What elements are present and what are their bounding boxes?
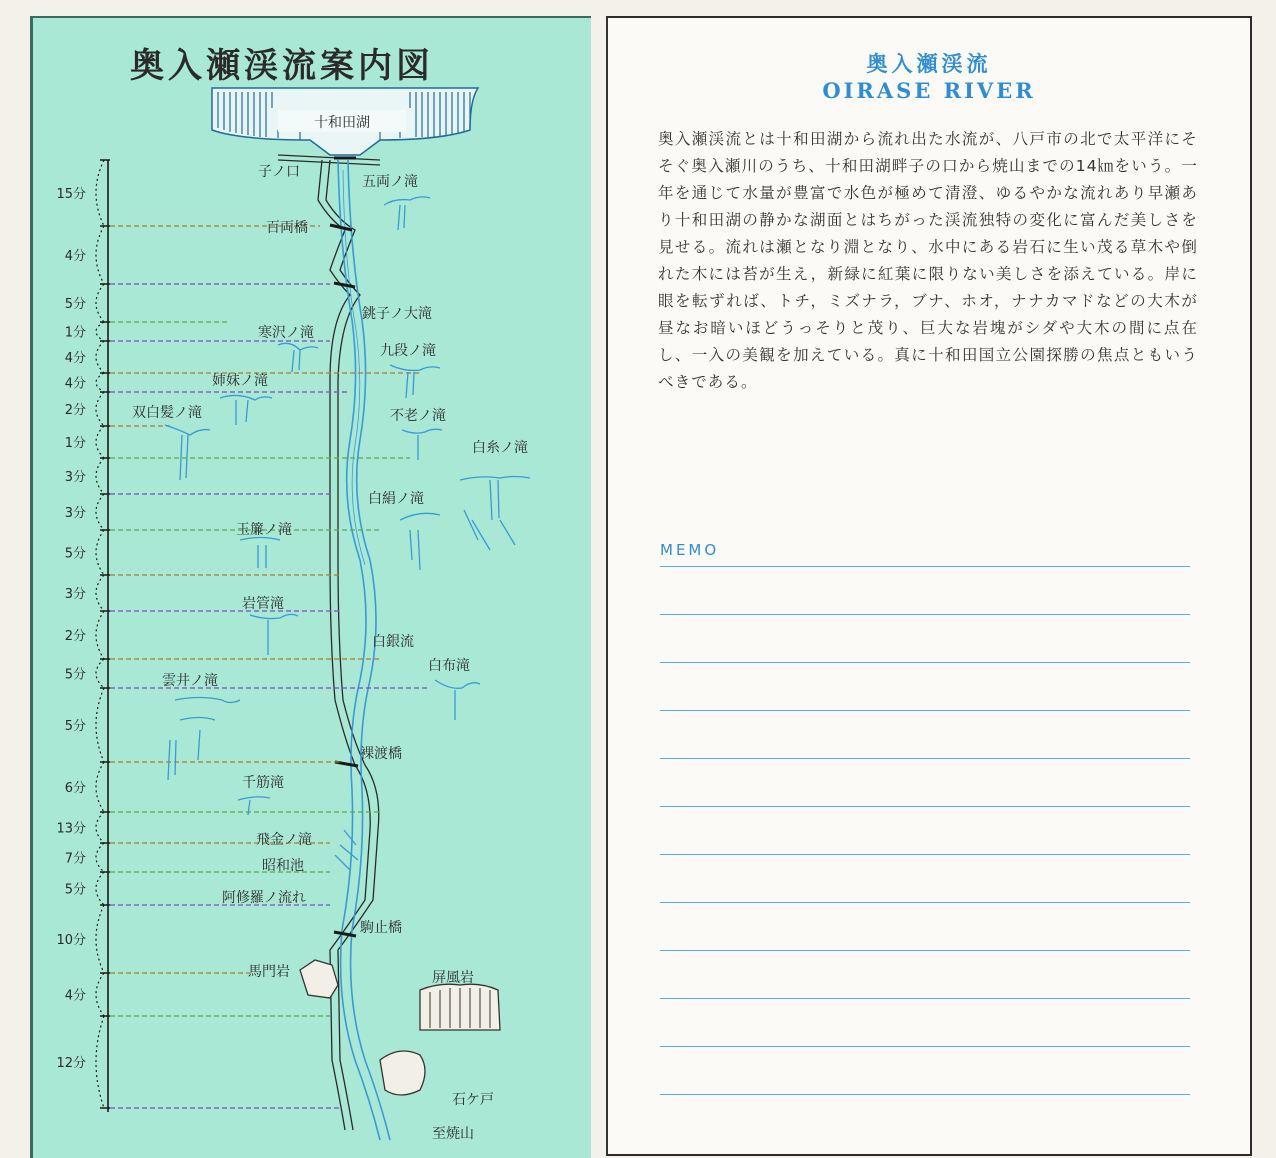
time-arc: [96, 284, 104, 322]
place-label: 昭和池: [262, 858, 304, 874]
lake-label: 十和田湖: [314, 115, 370, 131]
time-label: 6分: [64, 781, 86, 796]
memo-line: [660, 662, 1190, 663]
memo-line: [660, 806, 1190, 807]
time-label: 7分: [64, 851, 86, 867]
time-label: 5分: [64, 667, 86, 683]
info-title-jp: 奥入瀬渓流: [866, 52, 992, 76]
time-arc: [96, 611, 104, 659]
place-label: 白布滝: [428, 658, 470, 674]
time-label: 15分: [56, 187, 86, 202]
time-label: 4分: [64, 351, 86, 366]
time-scale-labels: [56, 160, 104, 1108]
place-label: 裸渡橋: [360, 746, 402, 762]
place-label: 屏風岩: [432, 970, 474, 986]
place-label: 阿修羅ノ流れ: [222, 890, 306, 906]
time-arc: [96, 373, 104, 392]
time-arc: [96, 494, 104, 530]
place-label: 銚子ノ大滝: [362, 306, 432, 322]
lake-towada: [212, 88, 478, 155]
time-arc: [96, 659, 104, 688]
memo-line: [660, 998, 1190, 999]
memo-line: [660, 566, 1190, 567]
time-arc: [96, 322, 104, 341]
place-label: 白糸ノ滝: [472, 440, 528, 456]
time-label: 5分: [64, 882, 86, 898]
time-label: 4分: [64, 376, 86, 392]
place-label: 姉妹ノ滝: [212, 373, 268, 389]
time-label: 13分: [56, 821, 86, 837]
place-label: 寒沢ノ滝: [258, 325, 314, 341]
time-arc: [96, 341, 104, 373]
time-arc: [96, 872, 104, 905]
memo-line: [660, 758, 1190, 759]
time-label: 5分: [64, 546, 86, 562]
map-title: 奥入瀬渓流案内図: [130, 46, 434, 86]
time-arc: [96, 575, 104, 611]
place-label: 百両橋: [266, 220, 308, 236]
time-arc: [96, 843, 104, 872]
place-label: 馬門岩: [248, 964, 290, 980]
time-arc: [96, 392, 104, 426]
time-arc: [96, 458, 104, 494]
place-label: 千筋滝: [242, 775, 284, 791]
time-label: 3分: [64, 587, 86, 602]
time-label: 5分: [64, 719, 86, 734]
time-arc: [96, 905, 104, 973]
place-label: 不老ノ滝: [390, 408, 446, 424]
time-label: 2分: [64, 403, 86, 418]
memo-line: [660, 614, 1190, 615]
place-label: 子ノ口: [258, 164, 300, 180]
memo-line: [660, 902, 1190, 903]
time-label: 5分: [64, 297, 86, 312]
time-arc: [96, 973, 104, 1016]
place-label: 石ケ戸: [452, 1092, 494, 1108]
memo-line: [660, 710, 1190, 711]
time-arc: [96, 426, 104, 458]
place-label: 五両ノ滝: [362, 174, 418, 190]
place-label: 飛金ノ滝: [256, 832, 312, 848]
time-label: 3分: [64, 470, 86, 485]
time-arc: [96, 1016, 104, 1108]
memo-label: MEMO: [660, 541, 720, 559]
time-arc: [96, 762, 104, 812]
memo-line: [660, 1094, 1190, 1095]
time-label: 10分: [56, 933, 86, 948]
time-label: 2分: [64, 629, 86, 644]
time-arc: [96, 530, 104, 575]
place-label: 至焼山: [432, 1126, 474, 1142]
time-arc: [96, 226, 104, 284]
place-label: 岩管滝: [242, 596, 284, 612]
time-label: 1分: [64, 325, 86, 341]
place-label: 双白髪ノ滝: [132, 405, 202, 421]
time-label: 12分: [56, 1056, 86, 1071]
time-arc: [96, 688, 104, 762]
time-label: 1分: [64, 436, 86, 451]
place-label: 玉簾ノ滝: [236, 522, 292, 538]
place-label: 雲井ノ滝: [162, 673, 218, 689]
info-panel: [606, 16, 1252, 1156]
place-label: 白銀流: [372, 634, 414, 650]
place-label: 駒止橋: [360, 920, 402, 936]
memo-line: [660, 854, 1190, 855]
time-label: 4分: [64, 249, 86, 264]
memo-line: [660, 950, 1190, 951]
place-label: 九段ノ滝: [380, 343, 436, 359]
time-label: 3分: [64, 506, 86, 521]
memo-line: [660, 1046, 1190, 1047]
place-label: 白絹ノ滝: [368, 491, 424, 507]
info-title-en: OIRASE RIVER: [822, 78, 1036, 103]
time-label: 4分: [64, 988, 86, 1004]
time-arc: [96, 160, 104, 226]
info-body: 奥入瀬渓流とは十和田湖から流れ出た水流が、八戸市の北で太平洋にそそぐ奥入瀬川のうち、十和田湖畔子の口から焼山までの14㎞をいう。一年を通じて水量が豊富で水色が極めて清澄、ゆるやかな流れあり早瀬あり十和田湖の静かな湖面とはちがった渓流独特の変化に富んだ美しさを見せる。流れは瀬となり淵となり、水中にある岩石に生い茂る草木や倒れた木には苔が生え，新緑に紅葉に限りない美しさを添えている。岸に眼を転ずれば、トチ，ミズナラ，ブナ、ホオ，ナナカマドなどの大木が昼なお暗いほどうっそりと茂り、巨大な岩塊がシダや大木の間に点在し、一入の美観を加えている。真に十和田国立公園探勝の焦点ともいうべきである。: [658, 130, 1198, 391]
time-arc: [96, 812, 104, 843]
